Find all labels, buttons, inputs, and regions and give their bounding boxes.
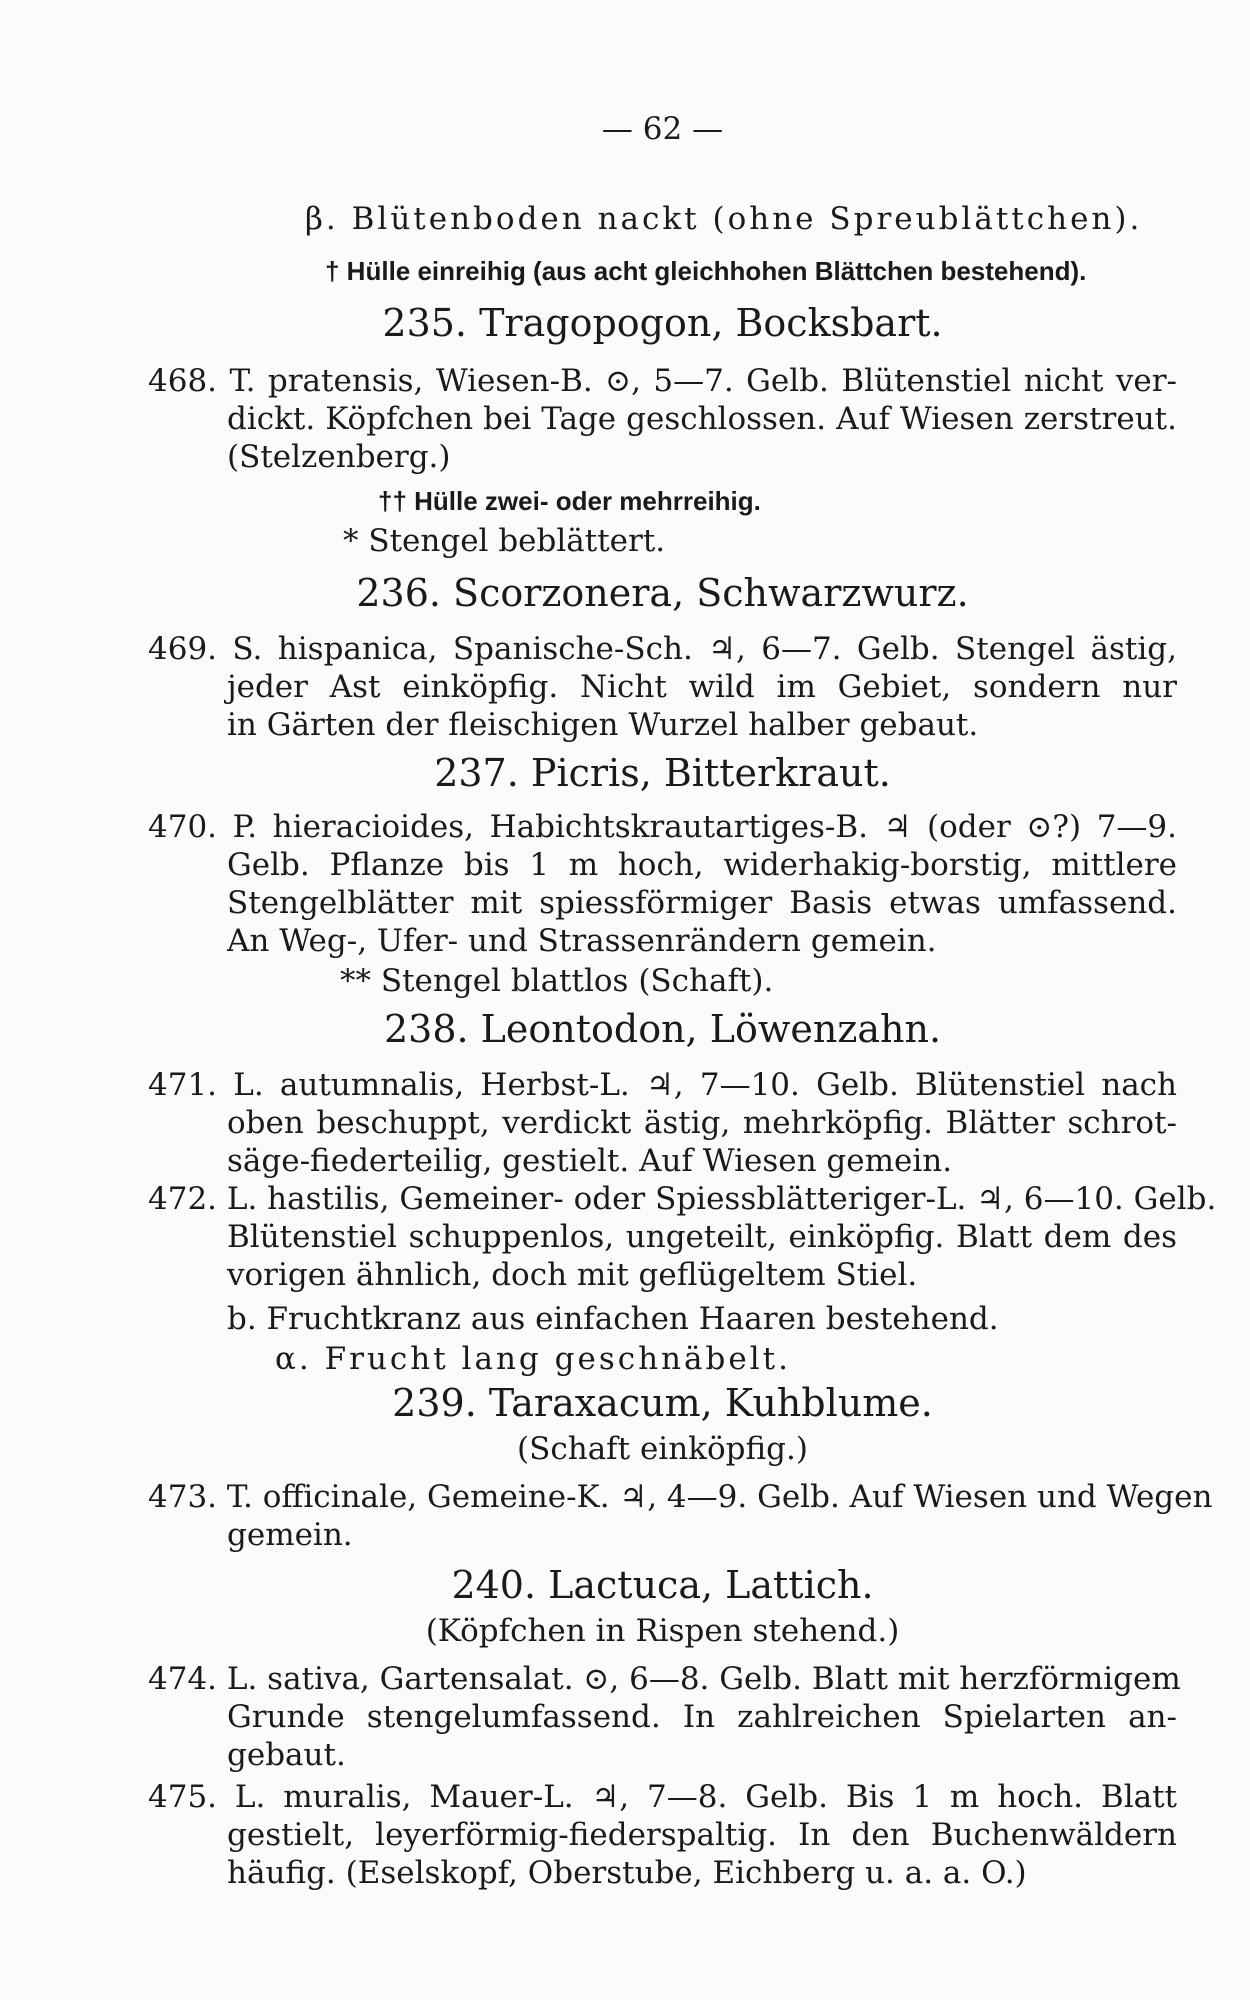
species-entry: 474. L. sativa, Gartensalat. ⊙, 6—8. Gelb. Blatt mit herzförmigem: [148, 1661, 1181, 1697]
page-number: — 62 —: [601, 111, 724, 147]
genus-note: (Schaft einköpfig.): [517, 1431, 808, 1467]
section-heading: β. Blütenboden nackt (ohne Spreublättchen).: [305, 201, 1143, 237]
entry-line: oben beschuppt, verdickt ästig, mehrköpfig. Blätter schrot-: [227, 1105, 1177, 1141]
entry-line: Blütenstiel schuppenlos, ungeteilt, einköpfig. Blatt dem des: [227, 1219, 1177, 1255]
genus-heading: 238. Leontodon, Löwenzahn.: [383, 1007, 942, 1051]
genus-heading: 235. Tragopogon, Bocksbart.: [382, 301, 943, 345]
entry-line: dickt. Köpfchen bei Tage geschlossen. Auf Wiesen zerstreut.: [227, 401, 1177, 437]
genus-heading: 237. Picris, Bitterkraut.: [434, 751, 891, 795]
species-entry: 472. L. hastilis, Gemeiner- oder Spiessblätteriger-L. ♃, 6—10. Gelb.: [148, 1181, 1217, 1217]
species-entry: 470. P. hieracioides, Habichtskrautartiges-B. ♃ (oder ⊙?) 7—9.: [148, 809, 1177, 845]
subsection-heading: †† Hülle zwei- oder mehrreihig.: [378, 486, 761, 516]
genus-heading: 236. Scorzonera, Schwarzwurz.: [356, 571, 969, 615]
subsection-heading: * Stengel beblättert.: [343, 523, 666, 559]
entry-line: Gelb. Pflanze bis 1 m hoch, widerhakig-borstig, mittlere: [227, 847, 1177, 883]
subsection-heading: b. Fruchtkranz aus einfachen Haaren bestehend.: [227, 1301, 999, 1337]
entry-line: säge-fiederteilig, gestielt. Auf Wiesen gemein.: [227, 1143, 953, 1179]
entry-line: häufig. (Eselskopf, Oberstube, Eichberg u. a. a. O.): [227, 1855, 1027, 1891]
species-entry: 469. S. hispanica, Spanische-Sch. ♃, 6—7. Gelb. Stengel ästig,: [148, 631, 1177, 667]
genus-note: (Köpfchen in Rispen stehend.): [425, 1613, 900, 1649]
subsection-heading: ** Stengel blattlos (Schaft).: [340, 963, 774, 999]
entry-line: vorigen ähnlich, doch mit geflügeltem Stiel.: [227, 1257, 918, 1293]
species-entry: 475. L. muralis, Mauer-L. ♃, 7—8. Gelb. Bis 1 m hoch. Blatt: [148, 1779, 1177, 1815]
species-entry: 468. T. pratensis, Wiesen-B. ⊙, 5—7. Gelb. Blütenstiel nicht ver-: [148, 363, 1177, 399]
entry-line: gebaut.: [227, 1737, 346, 1773]
genus-heading: 240. Lactuca, Lattich.: [451, 1563, 874, 1607]
subsection-heading: α. Frucht lang geschnäbelt.: [275, 1341, 791, 1377]
entry-line: jeder Ast einköpfig. Nicht wild im Gebiet, sondern nur: [227, 669, 1177, 705]
entry-line: An Weg-, Ufer- und Strassenrändern gemein.: [227, 923, 937, 959]
entry-line: (Stelzenberg.): [227, 439, 451, 475]
species-entry: 471. L. autumnalis, Herbst-L. ♃, 7—10. Gelb. Blütenstiel nach: [148, 1067, 1177, 1103]
entry-line: gestielt, leyerförmig-fiederspaltig. In den Buchenwäldern: [227, 1817, 1177, 1853]
entry-line: gemein.: [227, 1517, 353, 1553]
entry-line: Grunde stengelumfassend. In zahlreichen Spielarten an-: [227, 1699, 1177, 1735]
entry-line: Stengelblätter mit spiessförmiger Basis etwas umfassend.: [227, 885, 1177, 921]
subsection-heading: † Hülle einreihig (aus acht gleichhohen Blättchen bestehend).: [325, 256, 1087, 286]
genus-heading: 239. Taraxacum, Kuhblume.: [392, 1381, 933, 1425]
entry-line: in Gärten der fleischigen Wurzel halber gebaut.: [227, 707, 979, 743]
species-entry: 473. T. officinale, Gemeine-K. ♃, 4—9. Gelb. Auf Wiesen und Wegen: [148, 1479, 1213, 1515]
